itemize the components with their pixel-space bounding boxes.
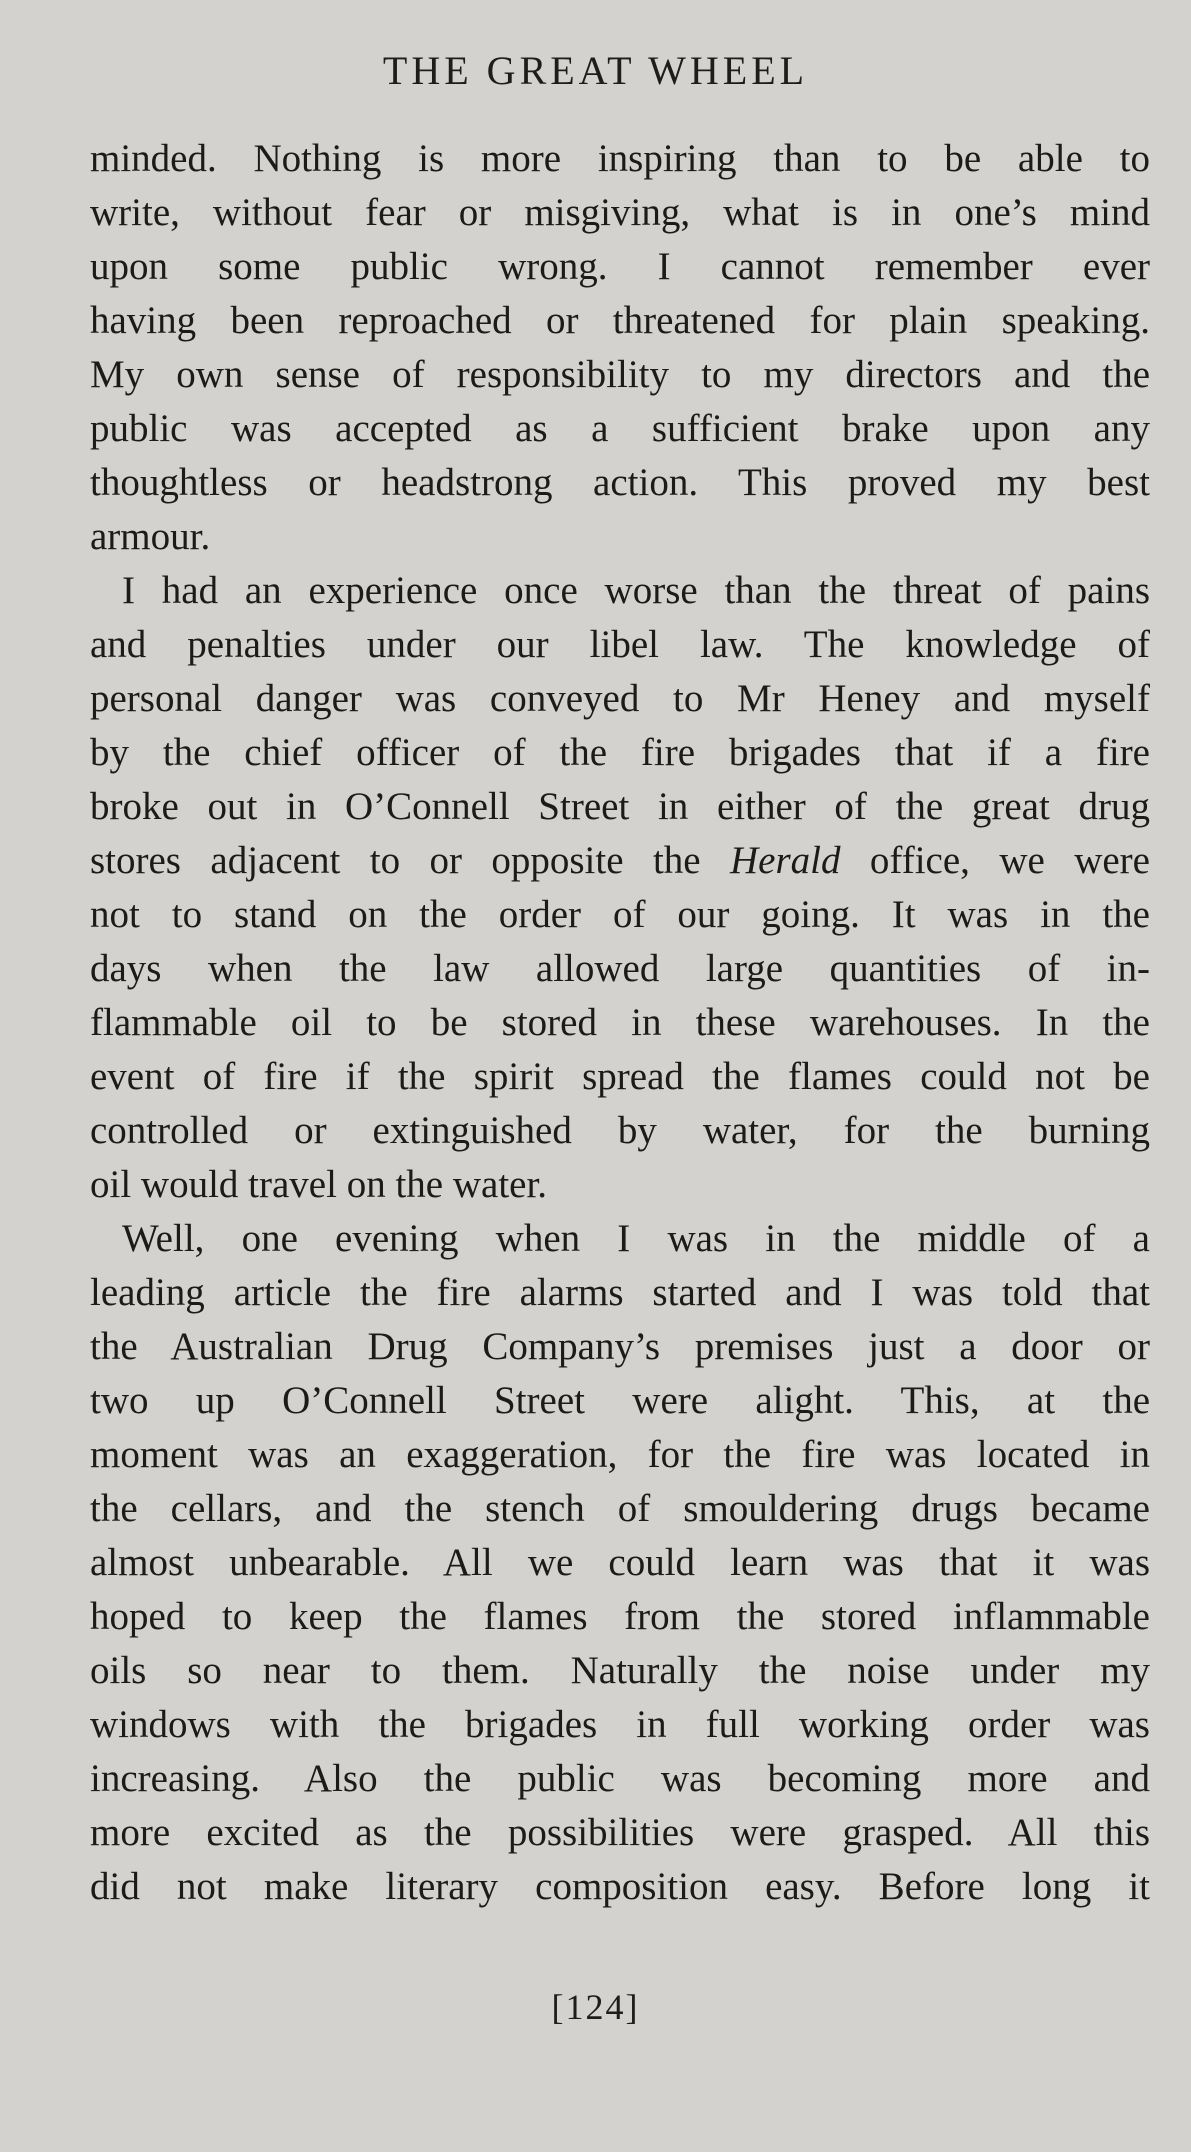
text-line: oil would travel on the water.	[90, 1163, 548, 1206]
text-segment: office, we were	[840, 839, 1150, 882]
text-line: days when the law allowed large quantities of in-	[90, 947, 1150, 990]
text-segment: stores adjacent to or opposite the	[90, 839, 731, 882]
text-line: did not make literary composition easy. Before long it	[90, 1865, 1150, 1908]
text-line: not to stand on the order of our going. It was in the	[90, 893, 1150, 936]
text-line: Well, one evening when I was in the middle of a	[122, 1217, 1150, 1260]
text-line: personal danger was conveyed to Mr Heney and myself	[90, 677, 1150, 720]
text-line: hoped to keep the flames from the stored inflammable	[90, 1595, 1150, 1638]
text-line: the Australian Drug Company’s premises just a door or	[90, 1325, 1150, 1368]
running-head: THE GREAT WHEEL	[382, 48, 809, 93]
newspaper-title-italic: Herald	[730, 839, 841, 882]
text-line: and penalties under our libel law. The knowledge of	[90, 623, 1150, 666]
text-line: having been reproached or threatened for plain speaking.	[90, 299, 1150, 342]
body-text	[90, 132, 1150, 1914]
text-line: two up O’Connell Street were alight. This, at the	[90, 1379, 1150, 1422]
text-line: minded. Nothing is more inspiring than to be able to	[90, 137, 1150, 180]
page-number: [124]	[551, 1987, 640, 2027]
text-line: windows with the brigades in full working order was	[90, 1703, 1150, 1746]
text-line: My own sense of responsibility to my directors and the	[90, 353, 1150, 396]
text-line: leading article the fire alarms started and I was told that	[90, 1271, 1150, 1314]
text-line: broke out in O’Connell Street in either of the great drug	[90, 785, 1150, 828]
text-line: thoughtless or headstrong action. This proved my best	[90, 461, 1150, 504]
text-line: more excited as the possibilities were grasped. All this	[90, 1811, 1150, 1854]
text-line: increasing. Also the public was becoming more and	[90, 1757, 1150, 1800]
text-line: event of fire if the spirit spread the flames could not be	[90, 1055, 1150, 1098]
text-line: flammable oil to be stored in these warehouses. In the	[90, 1001, 1150, 1044]
text-line: moment was an exaggeration, for the fire was located in	[90, 1433, 1150, 1476]
text-line: armour.	[90, 515, 211, 558]
text-line: write, without fear or misgiving, what is in one’s mind	[90, 191, 1150, 234]
text-line: by the chief officer of the fire brigades that if a fire	[90, 731, 1150, 774]
text-line: controlled or extinguished by water, for the burning	[90, 1109, 1150, 1152]
text-line: public was accepted as a sufficient brake upon any	[90, 407, 1150, 450]
text-line: the cellars, and the stench of smouldering drugs became	[90, 1487, 1150, 1530]
text-line: oils so near to them. Naturally the noise under my	[90, 1649, 1150, 1692]
text-line-with-italic	[90, 834, 1150, 888]
text-line: I had an experience once worse than the threat of pains	[122, 569, 1150, 612]
text-line: upon some public wrong. I cannot remember ever	[90, 245, 1150, 288]
text-line: almost unbearable. All we could learn was that it was	[90, 1541, 1150, 1584]
